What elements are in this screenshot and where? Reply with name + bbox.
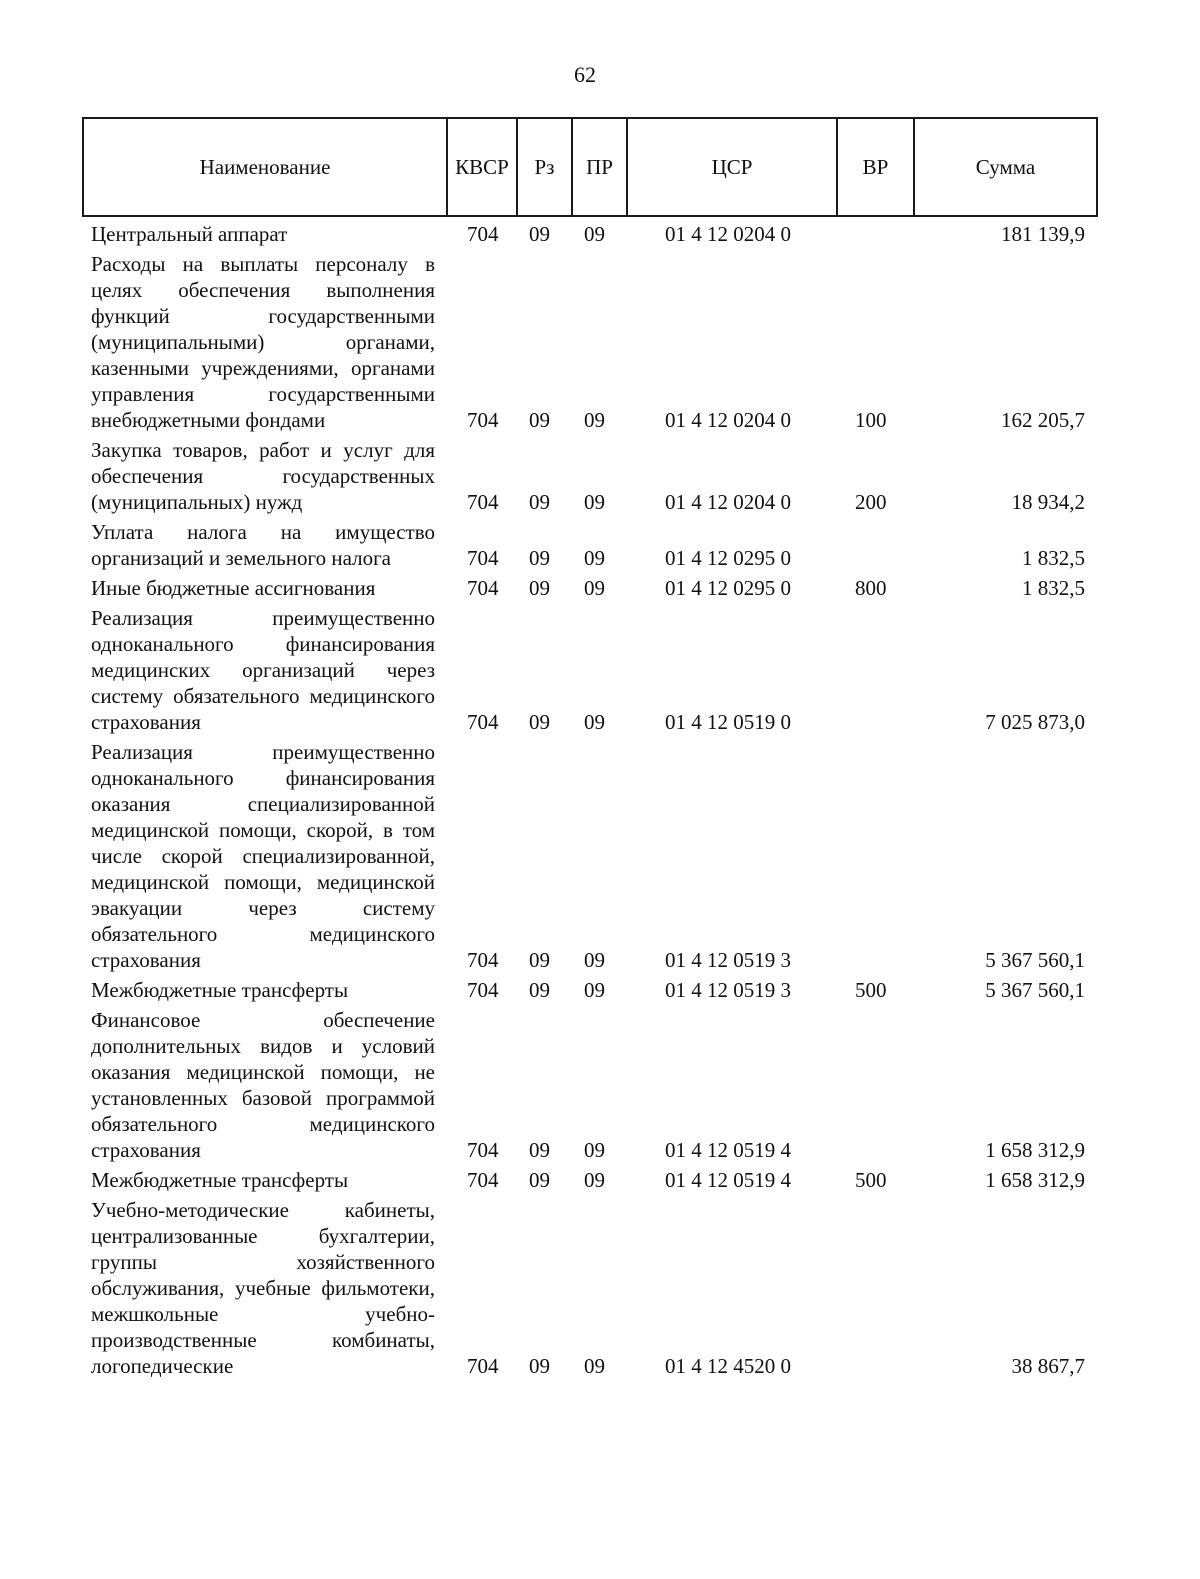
- cell-csr: 01 4 12 0204 0: [665, 408, 791, 432]
- cell-kvsr: 704: [467, 408, 499, 432]
- header-vr: ВР: [837, 118, 914, 216]
- cell-rz: 09: [529, 1168, 550, 1192]
- table-row: [83, 735, 1097, 973]
- header-kvsr: КВСР: [447, 118, 517, 216]
- cell-csr: 01 4 12 0519 3: [665, 948, 791, 972]
- cell-pr: 09: [584, 948, 605, 972]
- cell-rz: 09: [529, 1138, 550, 1162]
- header-sum: Сумма: [914, 118, 1097, 216]
- cell-sum: 1 658 312,9: [985, 1138, 1085, 1162]
- cell-rz: 09: [529, 222, 550, 246]
- budget-table: [82, 117, 1098, 1379]
- cell-sum: 1 832,5: [1022, 576, 1085, 600]
- cell-csr: 01 4 12 0519 3: [665, 978, 791, 1002]
- cell-name: Закупка товаров, работ и услуг для обеспечения государственных (муниципальных) нужд: [91, 438, 435, 514]
- table-row: [83, 1193, 1097, 1379]
- table-row: [83, 216, 1097, 247]
- cell-rz: 09: [529, 576, 550, 600]
- header-name: Наименование: [83, 118, 447, 216]
- cell-sum: 1 658 312,9: [985, 1168, 1085, 1192]
- cell-pr: 09: [584, 1138, 605, 1162]
- cell-name: Иные бюджетные ассигнования: [91, 576, 376, 600]
- table-row: [83, 1003, 1097, 1163]
- cell-sum: 5 367 560,1: [985, 948, 1085, 972]
- cell-pr: 09: [584, 408, 605, 432]
- cell-csr: 01 4 12 0519 0: [665, 710, 791, 734]
- table-row: [83, 571, 1097, 601]
- cell-csr: 01 4 12 4520 0: [665, 1354, 791, 1378]
- cell-csr: 01 4 12 0295 0: [665, 546, 791, 570]
- cell-name: Центральный аппарат: [91, 222, 288, 246]
- cell-name: Реализация преимущественно одноканального финансирования медицинских организаций через систему обязательного медицинского страхования: [91, 606, 435, 734]
- cell-sum: 181 139,9: [1001, 222, 1085, 246]
- table-header-row: [83, 118, 1097, 216]
- cell-name: Реализация преимущественно одноканального финансирования оказания специализированной медицинской помощи, скорой, в том числе скорой специализированной, медицинской помощи, медицинской эвакуации через систему обязательного медицинского страхования: [91, 740, 435, 972]
- cell-csr: 01 4 12 0519 4: [665, 1138, 791, 1162]
- cell-rz: 09: [529, 546, 550, 570]
- cell-name: Финансовое обеспечение дополнительных видов и условий оказания медицинской помощи, не установленных базовой программой обязательного медицинского страхования: [91, 1008, 435, 1162]
- cell-kvsr: 704: [467, 1168, 499, 1192]
- table-row: [83, 247, 1097, 433]
- cell-pr: 09: [584, 710, 605, 734]
- header-pr: ПР: [572, 118, 627, 216]
- table-row: [83, 973, 1097, 1003]
- table-row: [83, 433, 1097, 515]
- cell-pr: 09: [584, 546, 605, 570]
- cell-name: Уплата налога на имущество организаций и земельного налога: [91, 520, 435, 570]
- cell-kvsr: 704: [467, 1138, 499, 1162]
- cell-sum: 38 867,7: [1011, 1354, 1085, 1378]
- cell-vr: [837, 1193, 914, 1379]
- cell-name: Расходы на выплаты персоналу в целях обеспечения выполнения функций государственными (муниципальными) органами, казенными учреждениями, органами управления государственными внебюджетными фондами: [91, 252, 435, 432]
- cell-pr: 09: [584, 1354, 605, 1378]
- cell-pr: 09: [584, 1168, 605, 1192]
- cell-vr: 800: [855, 576, 887, 600]
- cell-kvsr: 704: [467, 710, 499, 734]
- cell-csr: 01 4 12 0204 0: [665, 222, 791, 246]
- cell-name: Межбюджетные трансферты: [91, 1168, 349, 1192]
- cell-rz: 09: [529, 948, 550, 972]
- cell-vr: [837, 735, 914, 973]
- cell-rz: 09: [529, 710, 550, 734]
- cell-sum: 5 367 560,1: [985, 978, 1085, 1002]
- cell-vr: 500: [855, 1168, 887, 1192]
- cell-vr: [837, 515, 914, 571]
- cell-sum: 162 205,7: [1001, 408, 1085, 432]
- cell-sum: 18 934,2: [1011, 490, 1085, 514]
- cell-pr: 09: [584, 978, 605, 1002]
- cell-csr: 01 4 12 0295 0: [665, 576, 791, 600]
- cell-vr: 500: [855, 978, 887, 1002]
- table-row: [83, 601, 1097, 735]
- cell-sum: 1 832,5: [1022, 546, 1085, 570]
- cell-rz: 09: [529, 408, 550, 432]
- header-rz: Рз: [517, 118, 572, 216]
- cell-kvsr: 704: [467, 546, 499, 570]
- cell-rz: 09: [529, 1354, 550, 1378]
- cell-kvsr: 704: [467, 576, 499, 600]
- cell-csr: 01 4 12 0204 0: [665, 490, 791, 514]
- cell-vr: [837, 601, 914, 735]
- page-number: 62: [574, 62, 596, 87]
- cell-kvsr: 704: [467, 948, 499, 972]
- cell-name: Учебно-методические кабинеты, централизованные бухгалтерии, группы хозяйственного обслуживания, учебные фильмотеки, межшкольные учебно-производственные комбинаты, логопедические: [91, 1198, 435, 1378]
- cell-kvsr: 704: [467, 222, 499, 246]
- cell-pr: 09: [584, 222, 605, 246]
- table-row: [83, 1163, 1097, 1193]
- cell-sum: 7 025 873,0: [985, 710, 1085, 734]
- cell-vr: 100: [855, 408, 887, 432]
- cell-csr: 01 4 12 0519 4: [665, 1168, 791, 1192]
- cell-vr: [837, 216, 914, 247]
- cell-kvsr: 704: [467, 978, 499, 1002]
- cell-kvsr: 704: [467, 490, 499, 514]
- cell-kvsr: 704: [467, 1354, 499, 1378]
- cell-vr: 200: [855, 490, 887, 514]
- cell-name: Межбюджетные трансферты: [91, 978, 349, 1002]
- cell-rz: 09: [529, 978, 550, 1002]
- cell-vr: [837, 1003, 914, 1163]
- header-csr: ЦСР: [627, 118, 837, 216]
- cell-rz: 09: [529, 490, 550, 514]
- cell-pr: 09: [584, 490, 605, 514]
- table-row: [83, 515, 1097, 571]
- cell-pr: 09: [584, 576, 605, 600]
